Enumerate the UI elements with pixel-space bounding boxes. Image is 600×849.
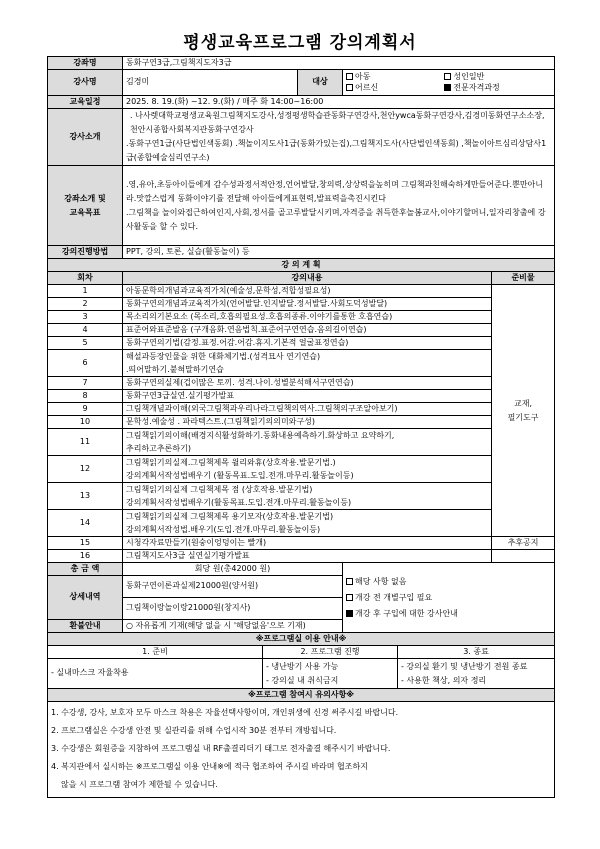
session-content: 그림책개념과이해(외국그림책과우리나라그림책의역사.그림책의구조알아보기) <box>123 403 492 416</box>
session-number: 9 <box>48 403 123 416</box>
total-value: 회당 원(총42000 원) <box>123 563 343 576</box>
detail-line-1: 동화구연이론과실제21000원(양서원) <box>123 576 343 598</box>
plan-header: 강 의 계 획 <box>48 259 555 272</box>
session-content: 그림책읽기의실제 그림책제목 점 (상호작용.발문기법) 강의계획서작성법배우기(활동목표.도입.전개.마무리.활동놀이등) <box>123 483 492 510</box>
lecture-plan-table <box>47 56 555 798</box>
total-label: 총 금 액 <box>48 563 123 576</box>
refund-value: ○ 자유롭게 기재(해당 없을 시 '해당없음'으로 기재) <box>123 620 343 633</box>
option-buy-before[interactable]: 개강 전 개별구입 필요 <box>346 590 551 606</box>
intro-value: . 나사렛대학교평생교육원그림책지도강사,성정평생학습관동화구연강사,천안ywca동화구연강사,김경미동화연구소소장,천안시종합사회복지관동화구연강사 .동화구연1급(사단법인색동회) .책놀이지도사1급(동화가있는집),그림책지도사(사단법인색동회) ,책놀이아트심리상담사1급(종합예술심리연구소) <box>123 109 555 166</box>
checkbox-icon <box>346 578 353 585</box>
session-content: 문학성.예술성 . 파라텍스트.(그림책읽기의의미와구성) <box>123 416 492 429</box>
session-number: 2 <box>48 298 123 311</box>
detail-line-2: 그림책이랑놀이랑21000원(창지사) <box>123 598 343 620</box>
goal-value: .영,유아,초등아이들에게 감수성과정서적안정,언어발달,창의력,상상력을높히며 그림책과친해숙하게만들어준다.뿐만아니라.맛깔스럽게 동화이야기를 전달해 아이들에게표현력,발표력을촉진시킨다 .그림책을 놀이와접근하여인지,사회,정서를 골고루발달시키며,자격증을 취득한후놀봄교사,이야기할머니,일자리창출에 강사활동을 할 수 있다. <box>123 166 555 246</box>
notes-body: 1. 수강생, 강사, 보호자 모두 마스크 착용은 자율선택사항이며, 개인위생에 신경 써주시길 바랍니다. 2. 프로그램실은 수강생 안전 및 실관리를 위해 수업시작 30분 전부터 개방됩니다. 3. 수강생은 회원증을 지참하여 프로그램실 내 RF출결리더기 태그로 전자출결 해주시기 바랍니다. 4. 복지관에서 실시하는 ※프로그램실 이용 안내※에 적극 협조하여 주시길 바라며 협조하지 않을 시 프로그램 참여가 제한될 수 있습니다. <box>48 702 555 798</box>
session-row <box>48 537 555 550</box>
session-content: 동화구연3급실연.실기평가발표 <box>123 390 492 403</box>
goal-label: 강좌소개 및 교육목표 <box>48 166 123 246</box>
session-content: 표준어와표준발음 (구개음화.연음법칙.표준어구연연습.음의길이연습) <box>123 324 492 337</box>
sessions-body <box>48 285 555 563</box>
prep-empty <box>492 550 555 563</box>
session-content: 동화구연의실제(겁이많은 토끼. 성격.나이.성별분석해서구연연습) <box>123 377 492 390</box>
session-number: 3 <box>48 311 123 324</box>
session-content: 동화구연의개념과교육적가치(언어발달.인지발달.정서발달.사회도덕성발달) <box>123 298 492 311</box>
target-label: 대상 <box>298 70 343 96</box>
target-option-child[interactable]: 아동 <box>346 72 444 83</box>
session-row <box>48 429 555 456</box>
instructor-label: 강사명 <box>48 70 123 96</box>
session-content: 그림책읽기의실제.그림책제목 윌리와휴(상호작용.발문기법.) 강의계획서작성법배우기 (활동목표.도입.전개.마무리.활동놀이등) <box>123 456 492 483</box>
session-row <box>48 298 555 311</box>
guide-header: ※프로그램실 이용 안내※ <box>48 633 555 646</box>
session-row <box>48 456 555 483</box>
target-option-adult[interactable]: 성인일반 <box>444 72 542 83</box>
session-content: 목소리의기본요소 (목소리,호흡의필요성.호흡의종류.이야기를통한 호흡연습) <box>123 311 492 324</box>
intro-label: 강사소개 <box>48 109 123 166</box>
session-number: 5 <box>48 337 123 350</box>
checkbox-icon <box>346 73 353 80</box>
option-none[interactable]: 해당 사항 없음 <box>346 574 551 590</box>
instructor-value: 김경미 <box>123 70 298 96</box>
session-content: 그림책읽기의이해(배경지식활성화하기.동화내용예측하기.화상하고 요약하기, 추리하고추론하기) <box>123 429 492 456</box>
session-number: 16 <box>48 550 123 563</box>
target-option-senior[interactable]: 어르신 <box>346 83 444 94</box>
session-row <box>48 510 555 537</box>
session-number: 4 <box>48 324 123 337</box>
checkbox-checked-icon <box>346 610 353 617</box>
course-label: 강좌명 <box>48 57 123 70</box>
session-row <box>48 390 555 403</box>
session-number: 12 <box>48 456 123 483</box>
target-options <box>343 70 555 96</box>
option-buy-after[interactable]: 개강 후 구입에 대한 강사안내 <box>346 606 551 622</box>
textbook-options <box>343 563 555 633</box>
guide-col-progress: 2. 프로그램 진행 <box>263 646 398 659</box>
session-row <box>48 324 555 337</box>
checkbox-icon <box>444 73 451 80</box>
session-row <box>48 311 555 324</box>
detail-label: 상세내역 <box>48 576 123 620</box>
session-number: 14 <box>48 510 123 537</box>
session-content: 해설과등장인물을 위한 대화체기법.(성격묘사 연기연습) .띄어말하기.붙혀말하기연습 <box>123 350 492 377</box>
session-content: 시청각자료만들기(원숭이엉덩이는 빨개) <box>123 537 492 550</box>
session-number: 7 <box>48 377 123 390</box>
course-value: 동화구연3급,그림책지도자3급 <box>123 57 555 70</box>
session-content: 그림책지도사3급 실연실기평가발표 <box>123 550 492 563</box>
session-number: 10 <box>48 416 123 429</box>
guide-finish: - 강의실 환기 및 냉난방기 전원 종료 - 사용한 책상, 의자 정리 <box>398 659 555 689</box>
session-row <box>48 377 555 390</box>
prep-tail: 추후공지 <box>492 537 555 550</box>
col-content: 강의내용 <box>123 272 492 285</box>
guide-col-prepare: 1. 준비 <box>48 646 263 659</box>
session-number: 1 <box>48 285 123 298</box>
checkbox-icon <box>346 594 353 601</box>
refund-label: 환불안내 <box>48 620 123 633</box>
col-prep: 준비물 <box>492 272 555 285</box>
session-row <box>48 285 555 298</box>
schedule-value: 2025. 8. 19.(화) ~12. 9.(화) / 매주 화 14:00~16:00 <box>123 96 555 109</box>
session-content: 동화구연의기법(감정.표정.어감.어감.휴지.기본적 얼굴표정연습) <box>123 337 492 350</box>
session-row <box>48 337 555 350</box>
session-number: 6 <box>48 350 123 377</box>
session-number: 13 <box>48 483 123 510</box>
session-row <box>48 416 555 429</box>
session-content: 아동문학의개념과교육적가치(예술성,문학성,적합성필요성) <box>123 285 492 298</box>
target-option-professional[interactable]: 전문자격과정 <box>444 83 542 94</box>
session-row <box>48 483 555 510</box>
guide-prepare: - 실내마스크 자율착용 <box>48 659 263 689</box>
method-value: PPT, 강의, 토론, 실습(활동놀이) 등 <box>123 246 555 259</box>
session-row <box>48 350 555 377</box>
schedule-label: 교육일정 <box>48 96 123 109</box>
session-number: 8 <box>48 390 123 403</box>
session-row <box>48 403 555 416</box>
checkbox-checked-icon <box>444 84 451 91</box>
session-number: 11 <box>48 429 123 456</box>
page-title: 평생교육프로그램 강의계획서 <box>183 33 417 53</box>
guide-col-finish: 3. 종료 <box>398 646 555 659</box>
checkbox-icon <box>346 84 353 91</box>
method-label: 강의진행방법 <box>48 246 123 259</box>
session-row <box>48 550 555 563</box>
guide-progress: - 냉난방기 사용 가능 - 강의실 내 취식금지 <box>263 659 398 689</box>
col-session: 회차 <box>48 272 123 285</box>
prep-materials: 교재, 필기도구 <box>492 285 555 537</box>
session-number: 15 <box>48 537 123 550</box>
notes-header: ※프로그램 참여시 유의사항※ <box>48 689 555 702</box>
session-content: 그림책읽기의실제 그림책제목 용기모자(상호작용.발문기법) 강의계획서작성법.배우기(도입.전개.마무리.활동놀이등) <box>123 510 492 537</box>
